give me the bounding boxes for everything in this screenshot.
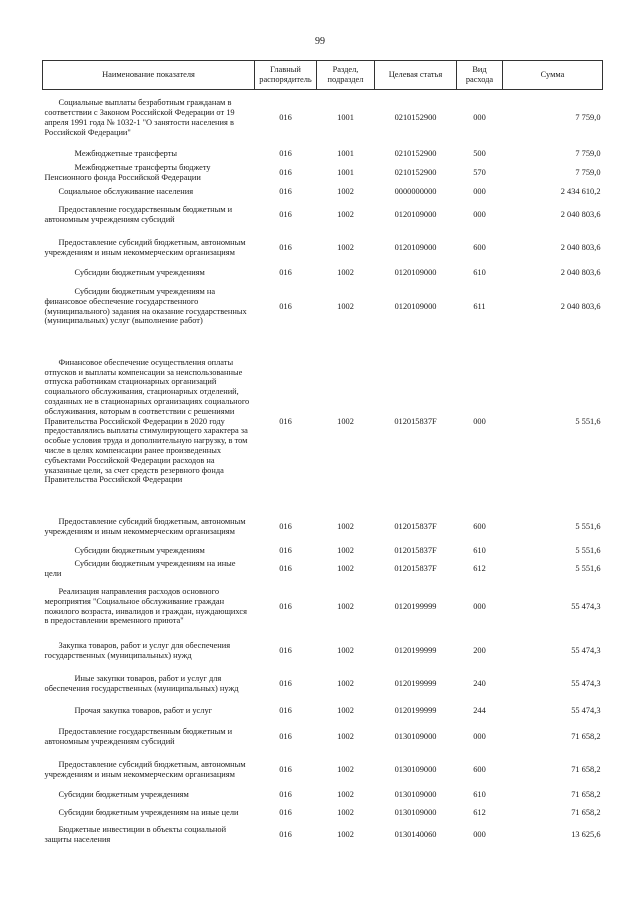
row-razdel: 1001 [337,148,354,158]
row-cs: 012015837F [394,545,437,555]
row-glavny: 016 [279,829,292,839]
row-sum: 5 551,6 [575,416,601,426]
row-name: Субсидии бюджетным учреждениям [58,789,189,799]
row-sum: 55 474,3 [571,678,601,688]
header-glavny: Главный распорядитель [255,61,317,90]
row-name: Бюджетные инвестиции в объекты социальной защиты населения [44,824,227,844]
row-sum: 2 040 803,6 [560,267,601,277]
row-cs: 0120109000 [394,267,437,277]
row-name: Социальные выплаты безработным гражданам в соответствии с Законом Российской Федерации от 19 апреля 1991 года № 1032-1 "О занятости населения в Российской Федерации" [44,98,235,137]
row-sum: 2 434 610,2 [560,186,601,196]
table-row [43,752,603,788]
row-cs: 0120109000 [394,301,437,311]
table-row [43,184,603,200]
row-vr: 000 [473,112,486,122]
row-glavny: 016 [279,678,292,688]
row-vr: 000 [473,829,486,839]
row-glavny: 016 [279,267,292,277]
row-razdel: 1002 [337,563,354,573]
row-vr: 000 [473,731,486,741]
row-razdel: 1002 [337,731,354,741]
row-glavny: 016 [279,601,292,611]
row-cs: 012015837F [394,521,437,531]
row-vr: 000 [473,601,486,611]
row-vr: 570 [473,167,486,177]
row-cs: 0130109000 [394,731,437,741]
row-name: Предоставление субсидий бюджетным, автономным учреждениям и иным некоммерческим организациям [44,516,246,536]
row-razdel: 1002 [337,645,354,655]
row-cs: 0130109000 [394,807,437,817]
row-glavny: 016 [279,186,292,196]
row-sum: 7 759,0 [575,148,601,158]
row-razdel: 1001 [337,167,354,177]
row-glavny: 016 [279,731,292,741]
page-number: 99 [315,36,325,47]
row-cs: 0120199999 [394,678,437,688]
row-name: Социальное обслуживание населения [58,186,194,196]
row-glavny: 016 [279,242,292,252]
row-cs: 012015837F [394,416,437,426]
row-glavny: 016 [279,112,292,122]
row-name: Субсидии бюджетным учреждениям на финансовое обеспечение государственного (муниципального) задания на оказание государственных (муниципальных) услуг (выполнение работ) [44,286,247,326]
table-row [43,580,603,634]
table-row [43,200,603,230]
row-cs: 0210152900 [394,167,437,177]
row-vr: 610 [473,267,486,277]
row-cs: 0130109000 [394,764,437,774]
row-sum: 55 474,3 [571,601,601,611]
row-sum: 71 658,2 [571,789,601,799]
row-cs: 0120109000 [394,242,437,252]
table-row [43,668,603,700]
row-vr: 500 [473,148,486,158]
row-cs: 0130109000 [394,789,437,799]
table-row [43,230,603,266]
table-row [43,90,603,146]
table-row [43,634,603,668]
row-razdel: 1002 [337,829,354,839]
table-row [43,824,603,846]
row-vr: 000 [473,209,486,219]
row-glavny: 016 [279,807,292,817]
header-vr: Вид расхода [457,61,503,90]
row-razdel: 1002 [337,301,354,311]
row-razdel: 1002 [337,416,354,426]
table-row [43,146,603,162]
row-cs: 0120199999 [394,645,437,655]
table-row [43,722,603,752]
row-name: Субсидии бюджетным учреждениям [74,267,205,277]
row-razdel: 1002 [337,186,354,196]
row-vr: 200 [473,645,486,655]
row-glavny: 016 [279,645,292,655]
row-cs: 0120109000 [394,209,437,219]
row-vr: 000 [473,186,486,196]
row-name: Закупка товаров, работ и услуг для обеспечения государственных (муниципальных) нужд [44,640,231,660]
row-razdel: 1002 [337,209,354,219]
row-glavny: 016 [279,789,292,799]
row-sum: 71 658,2 [571,731,601,741]
row-sum: 71 658,2 [571,764,601,774]
row-cs: 0120199999 [394,601,437,611]
row-sum: 7 759,0 [575,112,601,122]
row-name: Реализация направления расходов основного мероприятия "Социальное обслуживание граждан пожилого возраста, инвалидов и граждан, нуждающихся в предоставлении временного приюта" [44,586,247,626]
row-vr: 600 [473,242,486,252]
row-glavny: 016 [279,301,292,311]
row-sum: 5 551,6 [575,545,601,555]
row-vr: 244 [473,705,486,715]
row-razdel: 1002 [337,545,354,555]
row-sum: 2 040 803,6 [560,209,601,219]
table-row [43,802,603,824]
row-vr: 240 [473,678,486,688]
row-sum: 2 040 803,6 [560,301,601,311]
row-name: Предоставление государственным бюджетным и автономным учреждениям субсидий [44,726,233,746]
row-name: Предоставление государственным бюджетным и автономным учреждениям субсидий [44,204,233,224]
row-vr: 000 [473,416,486,426]
row-glavny: 016 [279,764,292,774]
row-sum: 2 040 803,6 [560,242,601,252]
row-name: Межбюджетные трансферты [74,148,178,158]
row-glavny: 016 [279,416,292,426]
row-sum: 13 625,6 [571,829,601,839]
row-sum: 71 658,2 [571,807,601,817]
row-glavny: 016 [279,209,292,219]
table-row [43,700,603,722]
table-row [43,162,603,184]
table-row [43,266,603,280]
row-cs: 012015837F [394,563,437,573]
row-vr: 600 [473,521,486,531]
row-vr: 610 [473,545,486,555]
row-vr: 610 [473,789,486,799]
row-sum: 5 551,6 [575,563,601,573]
header-name: Наименование показателя [43,61,255,90]
row-vr: 611 [473,301,486,311]
row-name: Прочая закупка товаров, работ и услуг [74,705,213,715]
row-vr: 600 [473,764,486,774]
row-vr: 612 [473,807,486,817]
row-razdel: 1002 [337,601,354,611]
table-row [43,510,603,544]
row-cs: 0120199999 [394,705,437,715]
table-header-row [43,61,603,90]
row-name: Субсидии бюджетным учреждениям на иные цели [58,807,239,817]
row-cs: 0210152900 [394,148,437,158]
row-sum: 5 551,6 [575,521,601,531]
header-cs: Целевая статья [375,61,457,90]
row-name: Иные закупки товаров, работ и услуг для обеспечения государственных (муниципальных) нужд [44,673,239,693]
row-razdel: 1002 [337,267,354,277]
table-row [43,280,603,334]
row-name: Субсидии бюджетным учреждениям на иные цели [44,558,236,578]
row-sum: 7 759,0 [575,167,601,177]
row-glavny: 016 [279,705,292,715]
row-sum: 55 474,3 [571,645,601,655]
table-row [43,334,603,510]
row-sum: 55 474,3 [571,705,601,715]
row-glavny: 016 [279,148,292,158]
row-razdel: 1002 [337,764,354,774]
row-razdel: 1001 [337,112,354,122]
row-razdel: 1002 [337,521,354,531]
row-cs: 0130140060 [394,829,437,839]
row-vr: 612 [473,563,486,573]
row-razdel: 1002 [337,789,354,799]
header-razdel: Раздел, подраздел [317,61,375,90]
row-razdel: 1002 [337,678,354,688]
row-cs: 0000000000 [394,186,437,196]
row-name: Предоставление субсидий бюджетным, автономным учреждениям и иным некоммерческим организациям [44,759,246,779]
row-cs: 0210152900 [394,112,437,122]
budget-table [42,60,603,846]
table-row [43,558,603,580]
table-row [43,788,603,802]
row-glavny: 016 [279,521,292,531]
row-razdel: 1002 [337,807,354,817]
row-glavny: 016 [279,545,292,555]
table-row [43,544,603,558]
row-glavny: 016 [279,563,292,573]
header-sum: Сумма [503,61,603,90]
row-name: Финансовое обеспечение осуществления оплаты отпусков и выплаты компенсации за неиспользованные отпуска работникам стационарных организаций социального обслуживания, стационарных отделений, созданных не в стационарных организациях социального обслуживания, которым в соответствии с решениями Правительства Российской Федерации в 2020 году предоставлялись выплаты стимулирующего характера за особые условия труда и дополнительную нагрузку, в том числе в целях компенсации ранее произведенных субъектами Российской Федерации расходов на указанные цели, за счет средств резервного фонда Правительства Российской Федерации [44,357,250,485]
row-razdel: 1002 [337,242,354,252]
row-name: Предоставление субсидий бюджетным, автономным учреждениям и иным некоммерческим организациям [44,237,246,257]
row-name: Субсидии бюджетным учреждениям [74,545,205,555]
row-name: Межбюджетные трансферты бюджету Пенсионного фонда Российской Федерации [44,162,211,182]
row-razdel: 1002 [337,705,354,715]
row-glavny: 016 [279,167,292,177]
